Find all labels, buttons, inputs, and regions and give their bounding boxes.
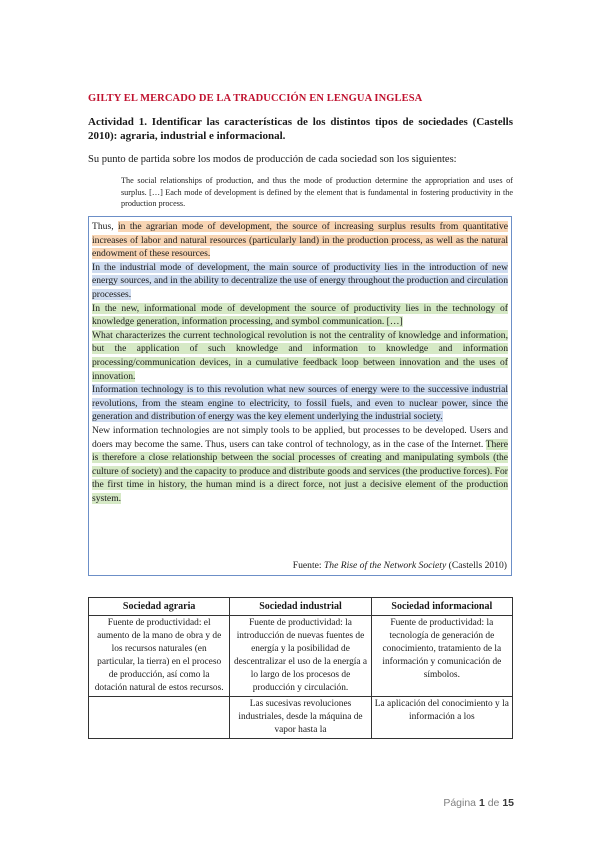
column-header-agraria: Sociedad agraria (89, 598, 230, 616)
excerpt-paragraph-industrial (92, 261, 508, 302)
table-header-row (89, 598, 513, 616)
table-cell: Las sucesivas revoluciones industriales, desde la máquina de vapor hasta la (230, 697, 371, 739)
table-cell: Fuente de productividad: la introducción de nuevas fuentes de energía y la posibilidad de descentralizar el uso de la energía a lo largo de los procesos de producción y circulación. (230, 616, 371, 697)
table-cell (89, 697, 230, 739)
source-book-title: The Rise of the Network Society (323, 560, 447, 571)
excerpt-paragraph-agrarian (92, 220, 508, 261)
excerpt-box (88, 216, 512, 576)
current-page: 1 (478, 797, 485, 809)
page-number (443, 797, 514, 809)
source-prefix: Fuente: (292, 560, 324, 571)
excerpt-paragraph-informational (92, 302, 508, 329)
activity-heading: Actividad 1. Identificar las características de los distintos tipos de sociedades (Castells 2010): agraria, industrial e informacional. (88, 116, 513, 142)
page-label: Página (443, 797, 479, 809)
excerpt-text: New information technologies are not simply tools to be applied, but processes to be developed. Users and doers may become the same. Thus, users can take control of technology, as in the case of the Internet. (92, 424, 508, 450)
excerpt-paragraph-energy (92, 383, 508, 424)
excerpt-paragraph-tools (92, 424, 508, 506)
table-cell: Fuente de productividad: la tecnología de generación de conocimiento, tratamiento de la información y comunicación de símbolos. (371, 616, 512, 697)
intro-paragraph: Su punto de partida sobre los modos de producción de cada sociedad son los siguientes: (88, 154, 457, 165)
excerpt-text: Thus, (92, 221, 118, 232)
highlight-revolution: What characterizes the current technological revolution is not the centrality of knowledge and information, but the application of such knowledge and information to knowledge and information processing/communication devices, in a cumulative feedback loop between innovation and the uses of innovation. (92, 329, 508, 382)
table-row (89, 616, 513, 697)
source-suffix: (Castells 2010) (446, 560, 507, 571)
table-cell: Fuente de productividad: el aumento de la mano de obra y de los recursos naturales (en particular, la tierra) en el proceso de producción, así como la dotación natural de estos recursos. (89, 616, 230, 697)
column-header-informacional: Sociedad informacional (371, 598, 512, 616)
block-quote: The social relationships of production, and thus the mode of production determine the appropriation and uses of surplus. […] Each mode of development is defined by the element that is fundamental in fostering productivity in the production process. (121, 176, 513, 208)
highlight-energy: Information technology is to this revolution what new sources of energy were to the successive industrial revolutions, from the steam engine to electricity, to fossil fuels, and even to nuclear power, since the generation and distribution of energy was the key element underlying the industrial society. (92, 384, 508, 423)
total-pages: 15 (502, 797, 514, 809)
table-row (89, 697, 513, 739)
column-header-industrial: Sociedad industrial (230, 598, 371, 616)
highlight-industrial: In the industrial mode of development, the main source of productivity lies in the introduction of new energy sources, and in the ability to decentralize the use of energy throughout the production and circulation processes. (92, 261, 508, 300)
excerpt-paragraph-revolution (92, 329, 508, 383)
source-citation (293, 560, 507, 571)
highlight-informational: In the new, informational mode of development the source of productivity lies in the technology of knowledge generation, information processing, and symbol communication. […] (92, 302, 508, 328)
document-title: GILTY EL MERCADO DE LA TRADUCCIÓN EN LENGUA INGLESA (88, 93, 423, 104)
table-cell: La aplicación del conocimiento y la información a los (371, 697, 512, 739)
highlight-agrarian: in the agrarian mode of development, the source of increasing surplus results from quantitative increases of labor and natural resources (particularly land) in the production process, as well as the natural endowment of these resources. (92, 221, 509, 260)
page-separator: de (484, 797, 503, 809)
highlight-symbols: There is therefore a close relationship between the social processes of creating and manipulating symbols (the culture of society) and the capacity to produce and distribute goods and services (the productive forces). For the first time in history, the human mind is a direct force, not just a decisive element of the production system. (92, 438, 508, 504)
societies-table (88, 597, 513, 739)
